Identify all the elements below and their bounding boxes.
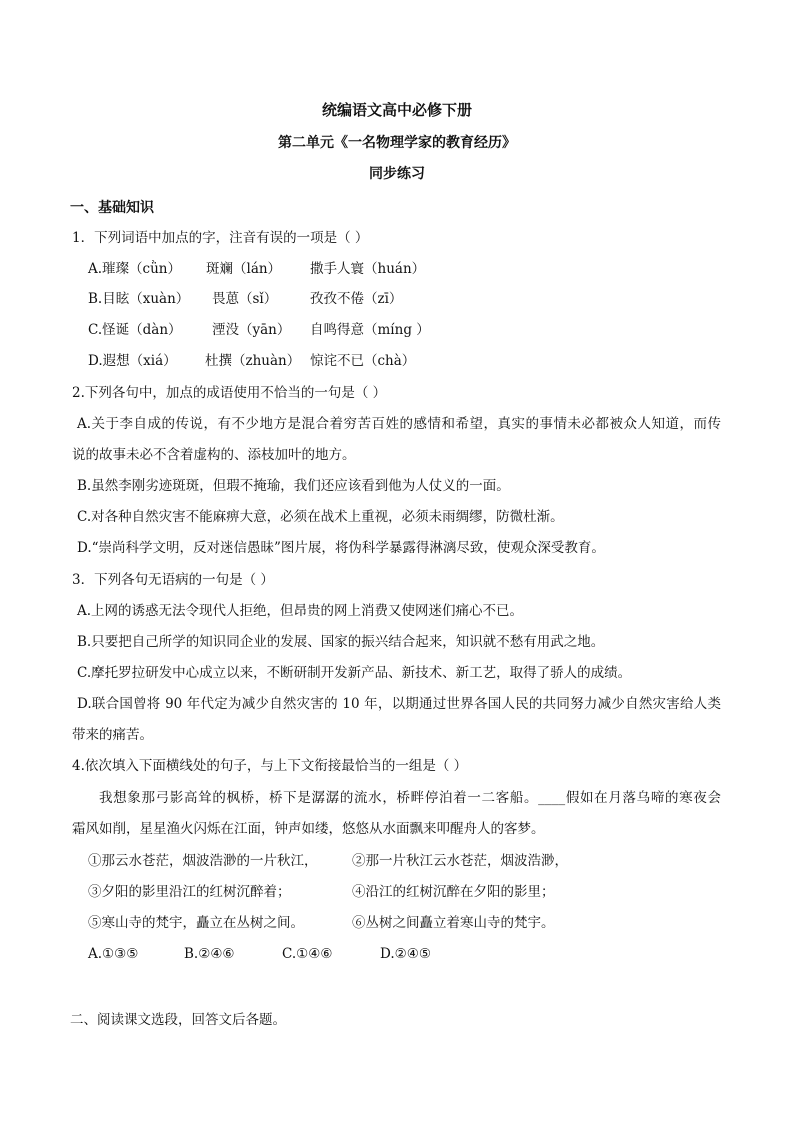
document-label: 同步练习: [369, 166, 425, 182]
q2-option-a-line2: 说的故事未必不含着虚构的、添枝加叶的地方。: [72, 447, 356, 463]
q4-choice: ⑤寒山寺的梵宇，矗立在丛树之间。: [88, 915, 304, 931]
q1-word: C.怪诞（dàn）: [88, 322, 182, 338]
question-2-stem: 2.下列各句中，加点的成语使用不恰当的一句是（ ）: [72, 385, 387, 401]
q1-word: A.璀璨（cǜn）: [88, 261, 181, 277]
q1-word: 湮没（yān）: [212, 322, 291, 338]
q3-option-d-line2: 带来的痛苦。: [72, 727, 153, 743]
q2-option-b: B.虽然李刚劣迹斑斑，但瑕不掩瑜，我们还应该看到他为人仗义的一面。: [77, 478, 510, 494]
q1-word: D.遐想（xiá）: [88, 353, 177, 369]
q1-word: 惊诧不已（chà）: [310, 353, 416, 369]
q4-choice: ①那云水苍茫，烟波浩渺的一片秋江，: [88, 853, 318, 869]
document-title: 统编语文高中必修下册: [321, 101, 472, 119]
q4-answer-a: A.①③⑤: [88, 946, 139, 962]
q4-choice: ③夕阳的影里沿江的红树沉醉着；: [88, 884, 291, 900]
q2-option-c: C.对各种自然灾害不能麻痹大意，必须在战术上重视，必须未雨绸缪，防微杜渐。: [77, 509, 564, 525]
question-4-stem: 4.依次填入下面横线处的句子，与上下文衔接最恰当的一组是（ ）: [72, 758, 468, 774]
q3-option-a: A.上网的诱惑无法令现代人拒绝，但昂贵的网上消费又使网迷们痛心不已。: [77, 603, 524, 619]
document-subtitle: 第二单元《一名物理学家的教育经历》: [278, 135, 516, 151]
q1-word: 撒手人寰（huán）: [310, 261, 426, 277]
q1-word: 自鸣得意（míng ）: [310, 322, 430, 338]
q3-option-d-line1: D.联合国曾将 90 年代定为减少自然灾害的 10 年，以期通过世界各国人民的共同努力减少自然灾害给人类: [77, 696, 721, 712]
q1-word: 畏葸（sǐ）: [212, 291, 278, 307]
q3-option-b: B.只要把自己所学的知识同企业的发展、国家的振兴结合起来，知识就不愁有用武之地。: [77, 634, 605, 650]
q4-choice: ④沿江的红树沉醉在夕阳的影里；: [352, 884, 555, 900]
q1-word: 斑斓（lán）: [206, 261, 282, 277]
question-1-stem: 1．下列词语中加点的字，注音有误的一项是（ ）: [72, 230, 369, 246]
q4-answer-d: D.②④⑤: [380, 946, 431, 962]
section-heading-2: 二、阅读课文选段，回答文后各题。: [70, 1012, 286, 1028]
q1-word: B.目眩（xuàn）: [88, 291, 190, 307]
q1-word: 孜孜不倦（zī）: [310, 291, 403, 307]
q4-answer-b: B.②④⑥: [184, 946, 235, 962]
q4-choice: ⑥丛树之间矗立着寒山寺的梵宇。: [352, 915, 555, 931]
q4-choice: ②那一片秋江云水苍茫，烟波浩渺，: [352, 853, 568, 869]
q4-answer-c: C.①④⑥: [282, 946, 333, 962]
question-3-stem: 3．下列各句无语病的一句是（ ）: [72, 572, 274, 588]
q1-word: 杜撰（zhuàn）: [205, 353, 301, 369]
q3-option-c: C.摩托罗拉研发中心成立以来，不断研制开发新产品、新技术、新工艺，取得了骄人的成绩。: [77, 665, 632, 681]
q4-passage-line1: 我想象那弓影高耸的枫桥，桥下是潺潺的流水，桥畔停泊着一二客船。____假如在月落乌啼的寒夜会: [99, 790, 721, 806]
section-heading-1: 一、基础知识: [70, 200, 154, 216]
q4-passage-line2: 霜风如削，星星渔火闪烁在江面，钟声如缕，悠悠从水面飘来叩醒舟人的客梦。: [72, 821, 545, 837]
q2-option-d: D.“崇尚科学文明，反对迷信愚昧”图片展，将伪科学暴露得淋漓尽致，使观众深受教育。: [77, 540, 605, 556]
q2-option-a-line1: A.关于李自成的传说，有不少地方是混合着穷苦百姓的感情和希望，真实的事情未必都被众人知道，而传: [77, 416, 721, 432]
